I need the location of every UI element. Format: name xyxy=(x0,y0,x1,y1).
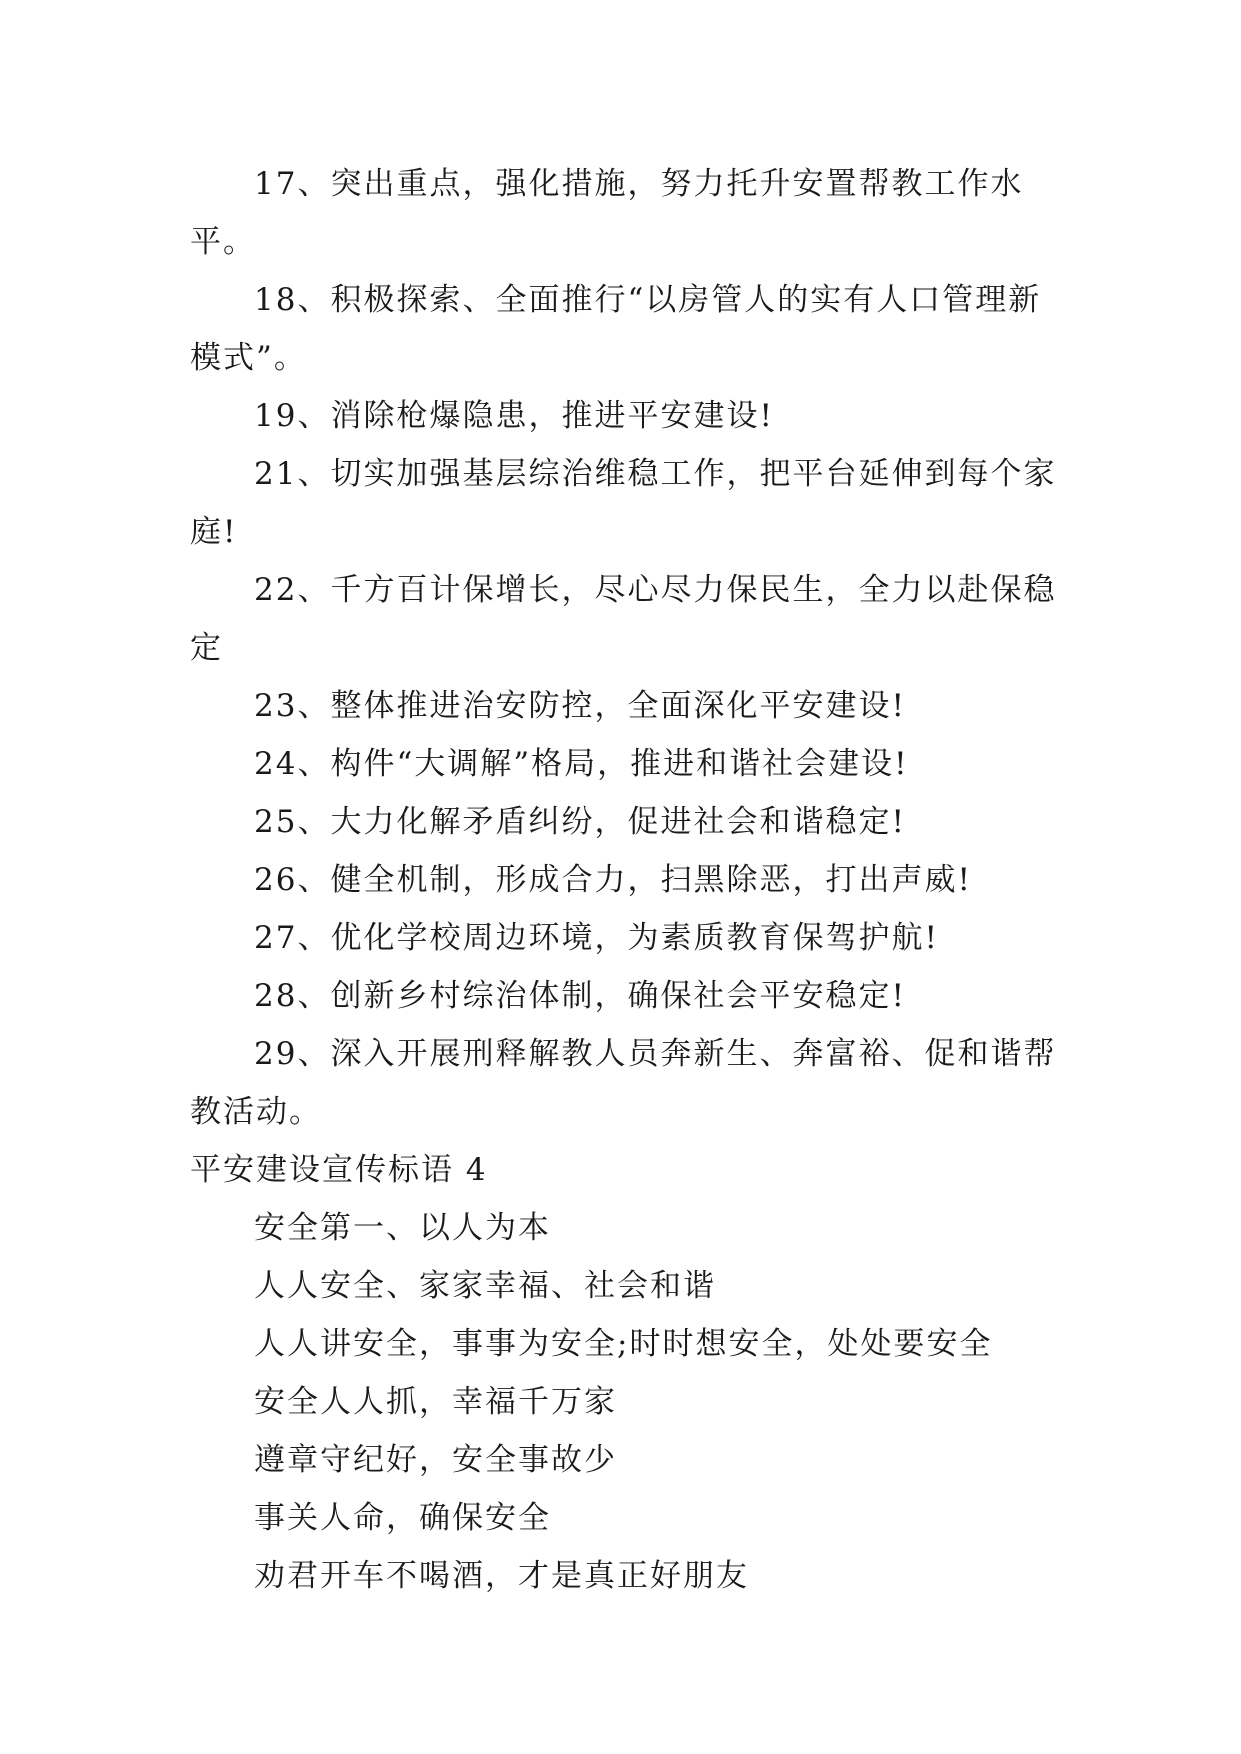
list-item: 26、健全机制，形成合力，扫黑除恶，打出声威! xyxy=(254,862,972,898)
list-item: 23、整体推进治安防控，全面深化平安建设! xyxy=(254,688,906,724)
slogan-line: 安全第一、以人为本 xyxy=(254,1210,551,1246)
slogan-line: 安全人人抓，幸福千万家 xyxy=(254,1384,617,1420)
section-heading: 平安建设宣传标语 4 xyxy=(190,1152,488,1188)
slogan-line: 人人安全、家家幸福、社会和谐 xyxy=(254,1268,716,1304)
list-item: 28、创新乡村综治体制，确保社会平安稳定! xyxy=(254,978,906,1014)
list-item: 21、切实加强基层综治维稳工作，把平台延伸到每个家庭! xyxy=(190,456,1057,550)
list-item: 24、构件“大调解”格局，推进和谐社会建设! xyxy=(254,746,909,782)
list-item: 19、消除枪爆隐患，推进平安建设! xyxy=(254,398,774,434)
slogan-line: 遵章守纪好，安全事故少 xyxy=(254,1442,617,1478)
list-item: 29、深入开展刑释解教人员奔新生、奔富裕、促和谐帮教活动。 xyxy=(190,1036,1057,1130)
list-item: 18、积极探索、全面推行“以房管人的实有人口管理新模式”。 xyxy=(190,282,1042,376)
list-item: 22、千方百计保增长，尽心尽力保民生，全力以赴保稳定 xyxy=(190,572,1057,666)
slogan-line: 人人讲安全，事事为安全;时时想安全，处处要安全 xyxy=(254,1326,993,1362)
slogan-line: 事关人命，确保安全 xyxy=(254,1500,551,1536)
list-item: 17、突出重点，强化措施，努力托升安置帮教工作水平。 xyxy=(190,166,1024,260)
list-item: 25、大力化解矛盾纠纷，促进社会和谐稳定! xyxy=(254,804,906,840)
document-body xyxy=(190,155,1058,1605)
slogan-line: 劝君开车不喝酒，才是真正好朋友 xyxy=(254,1558,749,1594)
list-item: 27、优化学校周边环境，为素质教育保驾护航! xyxy=(254,920,939,956)
